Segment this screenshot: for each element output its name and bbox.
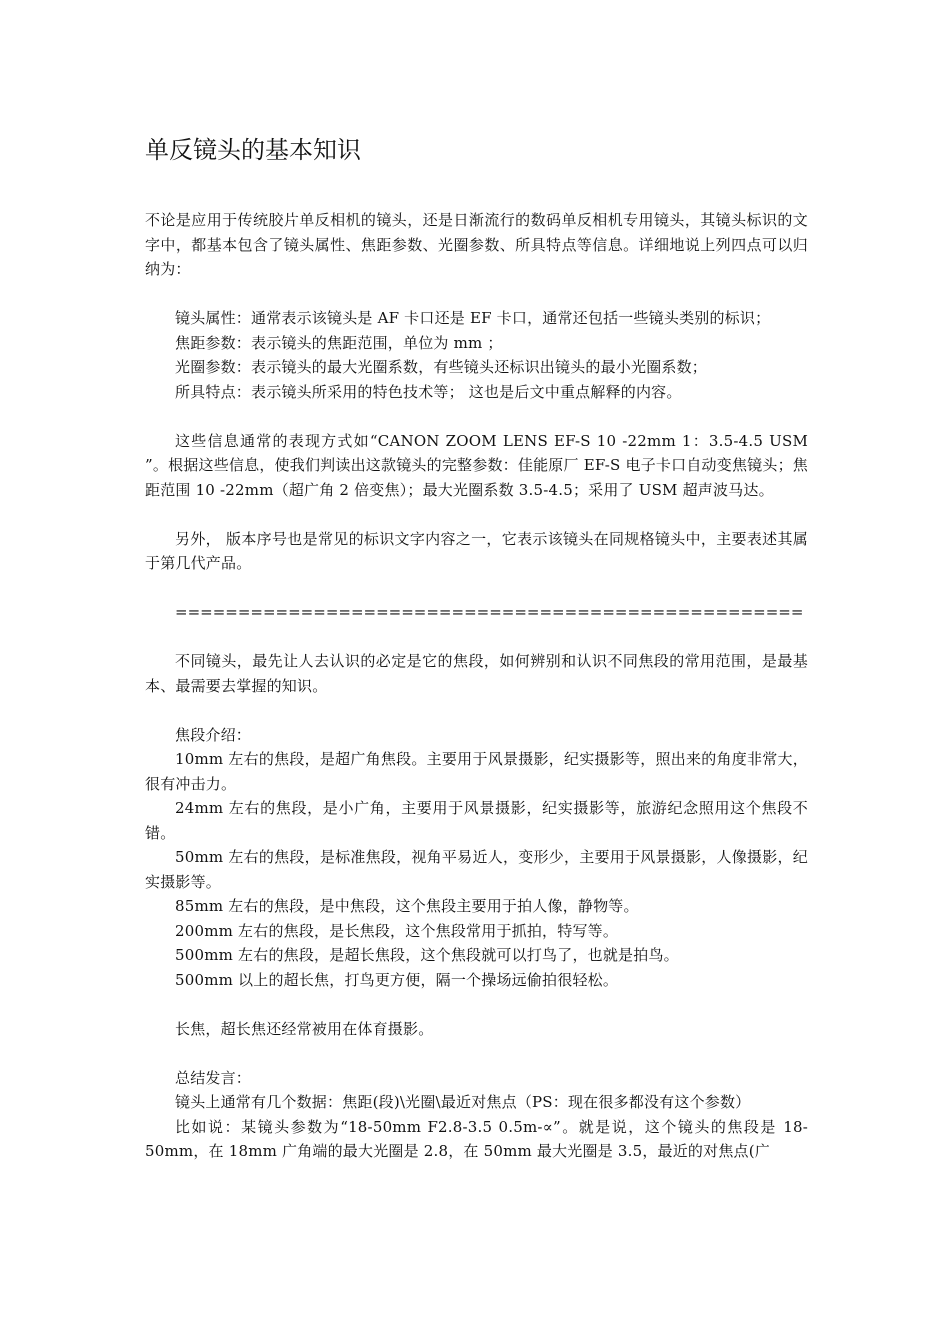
paragraph-gap bbox=[145, 1041, 808, 1066]
separator-line: ================================================== bbox=[175, 603, 804, 621]
focal-item-over-500mm: 500mm 以上的超长焦，打鸟更方便，隔一个操场远偷拍很轻松。 bbox=[175, 970, 619, 989]
summary-line-example: 比如说：某镜头参数为“18-50mm F2.8-3.5 0.5m-∝”。就是说，这个镜头的焦段是 18-50mm，在 18mm 广角端的最大光圈是 2.8，在 50mm 最大光圈是 3.5，最近的对焦点(广 bbox=[145, 1117, 808, 1160]
summary-heading: 总结发言： bbox=[175, 1068, 252, 1087]
focal-item-50mm: 50mm 左右的焦段，是标准焦段，视角平易近人，变形少，主要用于风景摄影，人像摄影，纪实摄影等。 bbox=[145, 848, 808, 891]
focal-item-85mm: 85mm 左右的焦段，是中焦段，这个焦段主要用于拍人像，静物等。 bbox=[175, 897, 639, 915]
paragraph-gap bbox=[145, 992, 808, 1017]
document-body bbox=[145, 208, 808, 1164]
paragraph-gap bbox=[145, 282, 808, 307]
focal-item-500mm: 500mm 左右的焦段，是超长焦段，这个焦段就可以打鸟了，也就是拍鸟。 bbox=[175, 946, 679, 964]
paragraph-gap bbox=[145, 625, 808, 650]
summary-line-parameters: 镜头上通常有几个数据：焦距(段)\光圈\最近对焦点（PS：现在很多都没有这个参数） bbox=[175, 1093, 751, 1111]
document-title: 单反镜头的基本知识 bbox=[145, 136, 361, 165]
focal-heading: 焦段介绍： bbox=[175, 725, 252, 744]
paragraph-gap bbox=[145, 404, 808, 429]
attribute-item-features: 所具特点：表示镜头所采用的特色技术等； 这也是后文中重点解释的内容。 bbox=[175, 382, 682, 401]
sports-paragraph: 长焦，超长焦还经常被用在体育摄影。 bbox=[175, 1019, 434, 1038]
paragraph-gap bbox=[145, 502, 808, 527]
version-paragraph: 另外， 版本序号也是常见的标识文字内容之一，它表示该镜头在同规格镜头中，主要表述其属于第几代产品。 bbox=[145, 529, 808, 572]
example-paragraph: 这些信息通常的表现方式如“CANON ZOOM LENS EF-S 10 -22mm 1：3.5-4.5 USM ”。根据这些信息，使我们判读出这款镜头的完整参数：佳能原厂 EF-S 电子卡口自动变焦镜头；焦距范围 10 -22mm（超广角 2 倍变焦）；最大光圈系数 3.5-4.5；采用了 USM 超声波马达。 bbox=[145, 431, 808, 499]
attribute-item-aperture: 光圈参数：表示镜头的最大光圈系数，有些镜头还标识出镜头的最小光圈系数； bbox=[175, 358, 708, 376]
focal-item-24mm: 24mm 左右的焦段，是小广角，主要用于风景摄影，纪实摄影等，旅游纪念照用这个焦段不错。 bbox=[145, 799, 808, 842]
focal-intro-paragraph: 不同镜头，最先让人去认识的必定是它的焦段，如何辨别和认识不同焦段的常用范围，是最基本、最需要去掌握的知识。 bbox=[145, 652, 808, 695]
intro-paragraph: 不论是应用于传统胶片单反相机的镜头，还是日渐流行的数码单反相机专用镜头，其镜头标识的文字中，都基本包含了镜头属性、焦距参数、光圈参数、所具特点等信息。详细地说上列四点可以归纳为： bbox=[145, 211, 808, 278]
focal-item-200mm: 200mm 左右的焦段，是长焦段，这个焦段常用于抓拍，特写等。 bbox=[175, 921, 619, 940]
attribute-item-focal-length: 焦距参数：表示镜头的焦距范围，单位为 mm ； bbox=[175, 333, 503, 352]
paragraph-gap bbox=[145, 698, 808, 723]
paragraph-gap bbox=[145, 576, 808, 601]
focal-item-10mm: 10mm 左右的焦段，是超广角焦段。主要用于风景摄影，纪实摄影等，照出来的角度非常大，很有冲击力。 bbox=[145, 750, 808, 793]
attribute-item-lens-type: 镜头属性：通常表示该镜头是 AF 卡口还是 EF 卡口，通常还包括一些镜头类别的标识； bbox=[175, 309, 771, 327]
